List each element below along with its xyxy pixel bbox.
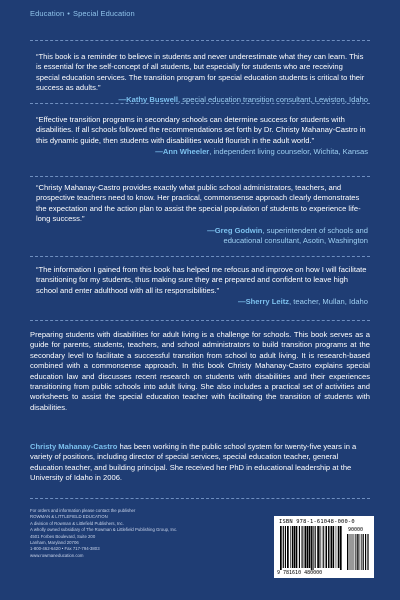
- barcode-bar: [349, 534, 350, 570]
- quote-attribution: [36, 147, 368, 157]
- barcode-bar: [340, 526, 342, 570]
- barcode-panel: [274, 516, 374, 578]
- publisher-line: A wholly owned subsidiary of The Rowman & Littlefield Publishing Group, Inc.: [30, 527, 178, 533]
- quote-author-title: , teacher, Mullan, Idaho: [289, 297, 368, 307]
- publisher-city: Lanham, Maryland 20706: [30, 540, 79, 546]
- barcode-bar: [365, 534, 366, 570]
- book-description: Preparing students with disabilities for adult living is a challenge for schools. This book serves as a guide for parents, students, teachers, and school administrators to build transition programs at the secondary level to facilitate a successful transition from school to adult living. It is research-based combined with a commonsense approach. In this book Christy Mahanay-Castro explains special education law and discusses recent research on students with disabilities and their experiences transitioning from public schools into adult living. She also includes a practical set of activities and worksheets to assist the special education teacher with facilitating the transition of students with disabilities.: [30, 330, 370, 412]
- barcode-bar: [285, 526, 286, 568]
- barcode-bar: [312, 526, 313, 570]
- publisher-address: 4501 Forbes Boulevard, Suite 200: [30, 533, 96, 539]
- barcode-bar: [304, 526, 305, 568]
- quote-author: —Ann Wheeler: [155, 147, 210, 157]
- barcode-bar: [319, 526, 320, 568]
- barcode-bar: [333, 526, 334, 568]
- barcode-bar: [331, 526, 333, 568]
- barcode-bar: [325, 526, 326, 568]
- barcode-bar: [328, 526, 329, 568]
- barcode-bar: [357, 534, 358, 570]
- quote-author: —Greg Godwin: [207, 225, 263, 235]
- testimonial-quote: [36, 52, 368, 105]
- barcode-bar: [367, 534, 368, 570]
- author-bio-text: has been working in the public school system for twenty-five years in a variety of positions, including director of special services, special education teacher, general education teacher, and building principal. She received her PhD in educational leadership at the University of Idaho in 2006.: [30, 442, 357, 483]
- quote-attribution: [36, 297, 368, 307]
- quote-author: —Sherry Leitz: [237, 297, 290, 307]
- quote-text: “The information I gained from this book has helped me refocus and improve on how I will facilitate transitioning for my students, thus making sure they are prepared and confident to leave high school and enter adulthood with all its responsibilities.”: [36, 265, 367, 295]
- divider: [30, 40, 370, 41]
- barcode-bar: [280, 526, 282, 570]
- barcode-bar: [330, 526, 331, 568]
- barcode-bar: [351, 534, 352, 570]
- barcode-bar: [305, 526, 307, 568]
- quote-attribution: [36, 226, 368, 247]
- quote-text: “Christy Mahanay-Castro provides exactly what public school administrators, teachers, and prospective teachers need to know. Her practical, commonsense approach clearly demonstrates the expectation and the action plan to assist the special population of students to experience life-long success.”: [36, 183, 361, 224]
- author-name: Christy Mahanay-Castro: [30, 442, 118, 451]
- barcode-bar: [354, 534, 355, 570]
- publisher-line: A division of Rowman & Littlefield Publishers, Inc.: [30, 520, 124, 526]
- isbn-label: ISBN 978-1-61048-000-0: [279, 519, 355, 525]
- barcode-bar: [283, 526, 284, 568]
- quote-author-title: , special education transition consultant, Lewiston, Idaho: [178, 94, 368, 104]
- category-line: [30, 9, 135, 18]
- barcode-bar: [302, 526, 303, 568]
- quote-attribution: [36, 95, 368, 105]
- barcode-bar: [294, 526, 295, 568]
- barcode-bar: [287, 526, 289, 568]
- publisher-info: [30, 508, 230, 559]
- barcode-bar: [309, 526, 311, 568]
- barcode-bar: [352, 534, 353, 570]
- category-education: Education: [30, 9, 65, 18]
- quote-text: “Effective transition programs in secondary schools can determine success for students with disabilities. If all schools followed the recommendations set forth by Dr. Christy Mahanay-Castro in this dynamic guide, then students with disabilities would flourish in the adult world.”: [36, 115, 366, 145]
- testimonial-quote: [36, 183, 368, 246]
- divider: [30, 498, 370, 499]
- quote-author-title: , independent living counselor, Wichita, Kansas: [209, 147, 368, 157]
- quote-author: —Kathy Buswell: [118, 94, 179, 104]
- testimonial-quote: [36, 265, 368, 308]
- barcode-bar: [299, 526, 300, 568]
- barcode-bar: [321, 526, 322, 568]
- barcode-bar: [358, 534, 359, 570]
- category-special-education: Special Education: [73, 9, 135, 18]
- barcode-bar: [315, 526, 316, 568]
- testimonial-quote: [36, 115, 368, 158]
- publisher-line: For orders and information please contact the publisher: [30, 508, 136, 513]
- barcode-bar: [323, 526, 324, 568]
- publisher-phone: 1-800-462-6420 • Fax 717-794-3803: [30, 546, 100, 552]
- barcode-bar: [355, 534, 356, 570]
- publisher-name: ROWMAN & LITTLEFIELD EDUCATION: [30, 514, 108, 520]
- category-separator: •: [67, 9, 70, 18]
- barcode-digits: 9 781610 480000: [277, 570, 323, 576]
- barcode-bar: [360, 534, 361, 570]
- barcode-icon: [274, 516, 374, 578]
- barcode-bar: [336, 526, 337, 568]
- divider: [30, 320, 370, 321]
- barcode-bar: [347, 534, 348, 570]
- publisher-website: www.rowmaneducation.com: [30, 552, 84, 558]
- divider: [30, 256, 370, 257]
- barcode-bar: [326, 526, 327, 568]
- barcode-bar: [363, 534, 364, 570]
- barcode-bar: [292, 526, 294, 568]
- barcode-bar: [311, 526, 312, 570]
- quote-author-title: , superintendent of schools and educational consultant, Asotin, Washington: [223, 225, 368, 246]
- barcode-bar: [296, 526, 298, 568]
- barcode-bar: [338, 526, 340, 568]
- barcode-bar: [317, 526, 319, 568]
- author-bio: [30, 442, 370, 484]
- divider: [30, 176, 370, 177]
- price-code: 90000: [348, 527, 364, 533]
- barcode-bar: [307, 526, 308, 568]
- barcode-bar: [361, 534, 362, 570]
- barcode-bar: [290, 526, 291, 568]
- quote-text: “This book is a reminder to believe in students and never underestimate what they can learn. This is essential for the self-concept of all students, but especially for students who are receiving special education services. The transition program for special education students is critical to their success as adults.”: [36, 52, 365, 93]
